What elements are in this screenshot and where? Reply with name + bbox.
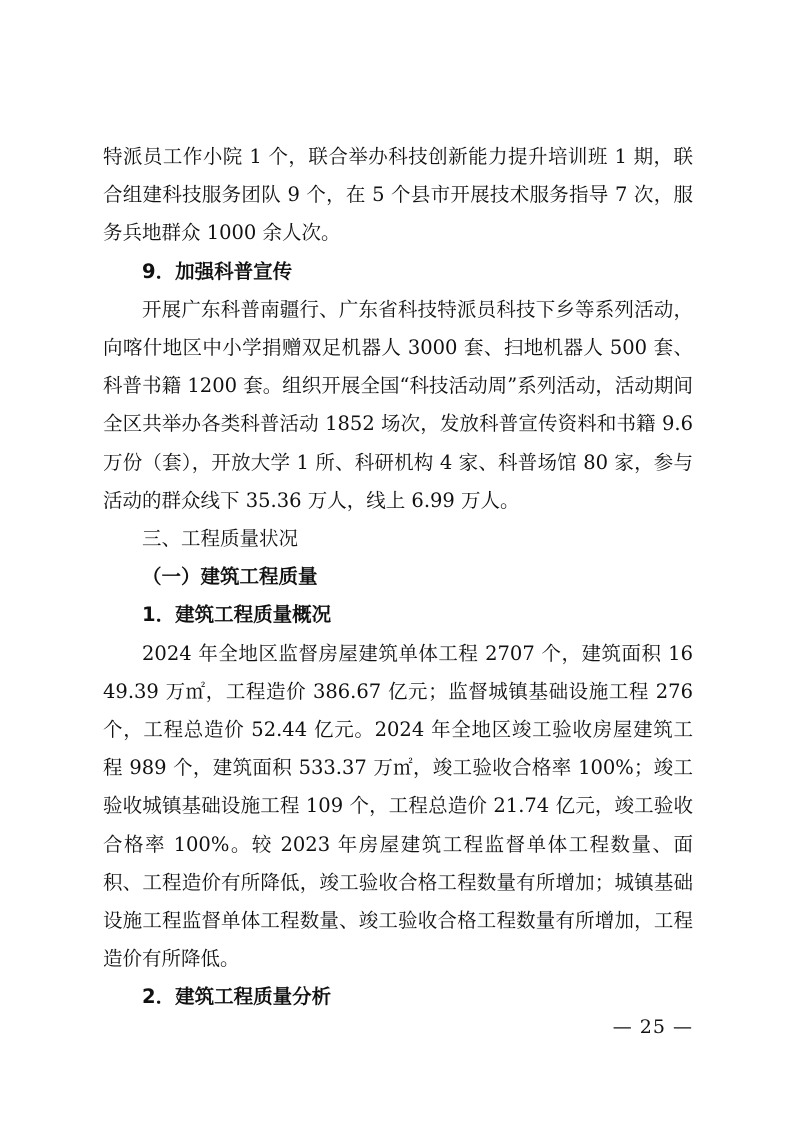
section-title-engineering-quality: 三、工程质量状况 [142, 527, 299, 551]
heading-science-popularization: 9．加强科普宣传 [142, 259, 293, 283]
paragraph-construction-overview: 2024 年全地区监督房屋建筑单体工程 2707 个，建筑面积 1649.39 万㎡，工程造价 386.67 亿元；监督城镇基础设施工程 276 个，工程总造价 52.44 亿元。2024 年全地区竣工验收房屋建筑工程 989 个，建筑面积 533.37 万㎡，竣工验收合格率 100%；竣工验收城镇基础设施工程 109 个，工程总造价 21.74 亿元，竣工验收合格率 100%。较 2023 年房屋建筑工程监督单体工程数量、面积、工程造价有所降低，竣工验收合格工程数量有所增加；城镇基础设施工程监督单体工程数量、竣工验收合格工程数量有所增加，工程造价有所降低。 [103, 641, 693, 971]
paragraph-science-popularization: 开展广东科普南疆行、广东省科技特派员科技下乡等系列活动，向喀什地区中小学捐赠双足机器人 3000 套、扫地机器人 500 套、科普书籍 1200 套。组织开展全国“科技活动周”系列活动，活动期间全区共举办各类科普活动 1852 场次，发放科普宣传资料和书籍 9.6 万份（套），开放大学 1 所、科研机构 4 家、科普场馆 80 家，参与活动的群众线下 35.36 万人，线上 6.99 万人。 [103, 297, 693, 512]
paragraph-tech-service: 特派员工作小院 1 个，联合举办科技创新能力提升培训班 1 期，联合组建科技服务团队 9 个，在 5 个县市开展技术服务指导 7 次，服务兵地群众 1000 余人次。 [103, 145, 693, 245]
heading-construction-quality: （一）建筑工程质量 [142, 565, 318, 589]
page-number: — 25 — [612, 1016, 693, 1038]
heading-construction-overview: 1．建筑工程质量概况 [142, 603, 332, 627]
document-body [103, 138, 693, 1017]
heading-construction-analysis: 2．建筑工程质量分析 [142, 985, 332, 1009]
